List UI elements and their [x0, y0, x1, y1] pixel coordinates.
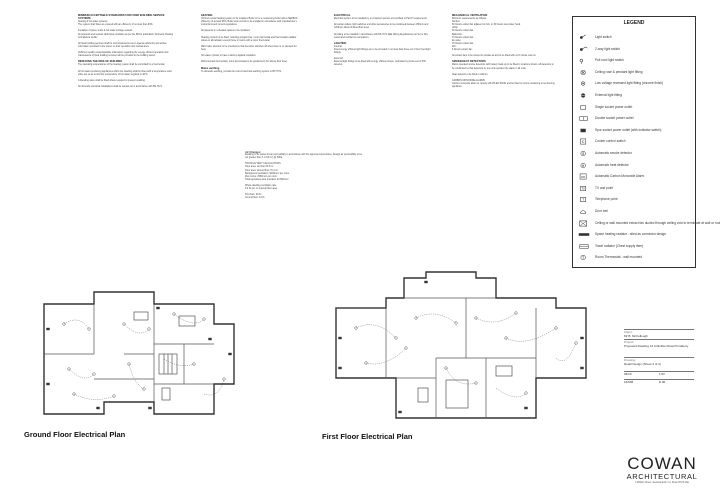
socket-outlet	[97, 407, 100, 409]
single-socket-icon	[577, 104, 591, 111]
light-point	[475, 382, 478, 385]
column-text: Electrical system to be installed by a competent person and certified to Part P requirements. All socket outlets, light switches and other accessories to be positioned between 450mm and 1200mm above finished floor level. All wiring to be installed in accordance with BS 7671 (IEE Wiring Regulations) and to be fully tested and certified on completion.	[334, 18, 429, 39]
legend-item-label: External light fitting	[595, 93, 622, 97]
legend-item-label: Automatic heat detector	[595, 162, 629, 167]
thermostat-icon	[577, 254, 591, 261]
legend-item	[577, 103, 693, 112]
svg-text:T: T	[582, 256, 585, 261]
legend-item-label: Space heating radiator - sited as connector design	[595, 232, 667, 237]
double-socket-icon	[577, 115, 591, 122]
title-block-numbers	[624, 379, 694, 384]
legend-item	[577, 45, 693, 54]
socket-outlet	[229, 353, 232, 355]
column-heading: MINIMUM ACCEPTABLE STANDARDS FOR FIXED BUILDING SERVICE SYSTEMS:	[78, 14, 165, 21]
ceiling-rose-icon	[577, 69, 591, 76]
column-text: Heating & hot water systems: The system shall have an ensured with an efficiency of not less than 93%. Insulation of pipes, ducts & hot water storage vessels: All pipework and vessels shall have insulation as per the BCLG publication 'Domestic Heating Compliance Guide'. All fixed building services shall be commissioned so as to operate efficiently and written information provided to the owner on their operation and maintenance. Sufficient readily understandable information regarding the energy efficient operation and maintenance of fixed building services will be provided to the building owner.	[78, 21, 174, 58]
column-text: Internal: Fixed energy efficient light fittings are to be provided in not less than three out of four fixed light fittings. External: External light fittings to be fitted with energy efficient lamps, controlled by photo-cell or PIR detector.	[334, 45, 431, 67]
wiring-run	[356, 325, 396, 338]
svg-text:CO: CO	[581, 176, 586, 179]
job-number: 16/068	[624, 380, 634, 384]
wiring-run	[416, 314, 456, 323]
socket-outlet	[399, 411, 402, 413]
notes-column-3	[334, 14, 432, 154]
legend-box	[572, 16, 720, 268]
title-block-drawing	[624, 357, 694, 366]
legend-item-label: 2-way light switch	[595, 46, 620, 51]
legend-item	[577, 172, 693, 181]
socket-outlet	[157, 307, 160, 309]
ventilation-notes	[245, 151, 365, 201]
legend-item	[577, 137, 693, 146]
legend-item-label: Room Thermostat - wall mounted	[595, 255, 643, 260]
legend-item	[577, 184, 693, 193]
legend-item	[577, 68, 693, 77]
socket-outlet	[47, 328, 50, 330]
ground-floor-plan	[34, 284, 244, 422]
drawing-scale: 1:50	[658, 372, 665, 376]
spur-socket-icon	[577, 127, 591, 134]
co-alarm-icon	[577, 173, 591, 180]
column-text: Oil fired central heating system to be installed. Boiler to be a condensing boiler with a SEDBUK efficiency of at least 93%. Boiler and controls to be installed in accordance with manufacturer's instructions and current regulations. All pipework in unheated spaces to be insulated. Heating controls to be fitted, including programmer, room thermostat and thermostatic radiator valves to all radiators except those in rooms with a room thermostat. Main boiler interlock to be provided so that the boiler switches off when there is no demand for heat. Hot water cylinder to have a factory-applied insulation. Wall mounted thermostats, room thermostats to be positioned 1.5m above floor level.	[201, 18, 298, 64]
notes-text: Dwelling to be tested for air permeability in accordance with the approved procedures. Design air permeability to be not greater than 7 m³/(h.m²) @ 50Pa. TROCKLE VENT CALCULATIONS Floor area: 1st floor 62.5 m² Floor area: Ground floor 70.2 m² Background ventilation: 5000mm² per room. Wet rooms: 2500mm² per room. Total equivalent area provided: 32,500mm² Whole dwelling ventilation rate: 0.3 l/s per m² internal floor area. First floor: 28 l/s Ground floor: 23 l/s	[245, 154, 363, 200]
legend-item-label: Automatic smoke detector	[595, 151, 632, 155]
column-text: To domestic earthing, provide the current electrical earthing system to BS 7671.	[201, 70, 282, 73]
legend-item-label: Ceiling or wall mounted extract fan ducted through ceiling void to terminate at wall or roof	[595, 220, 720, 225]
wiring-run	[446, 368, 476, 384]
wiring-run	[129, 364, 144, 389]
drawing-sheet	[4, 6, 720, 496]
wiring-run	[174, 314, 204, 323]
legend-item-label: Telephone point	[595, 197, 618, 202]
legend-item	[577, 219, 720, 228]
downlight-icon	[577, 80, 591, 87]
socket-outlet	[209, 338, 212, 340]
drawing-date: 09/19	[624, 372, 632, 376]
legend-item-label: Single socket power outlet	[595, 104, 633, 109]
radiator-icon	[577, 231, 591, 238]
svg-text:H: H	[581, 163, 585, 168]
client-name: Mr B. McCullough	[624, 334, 648, 338]
legend-title: LEGEND	[623, 20, 645, 26]
legend-item	[577, 33, 693, 42]
legend-item-label: Ceiling rose & pendant light fitting	[595, 69, 643, 74]
socket-outlet	[425, 281, 428, 283]
smoke-detector-icon	[577, 150, 591, 157]
column-subheading: SMOKE/HEAT DETECTORS	[452, 60, 486, 64]
svg-text:TV: TV	[581, 187, 585, 191]
legend-item-label: Towel radiator (Chest supply item)	[595, 243, 644, 248]
title-block-client	[624, 329, 694, 338]
wiring-run	[64, 320, 89, 329]
legend-item	[577, 56, 693, 65]
legend-item	[577, 161, 693, 170]
socket-outlet	[581, 337, 584, 339]
first-floor-plan-title: First Floor Electrical Plan	[322, 432, 413, 441]
wiring-run	[496, 388, 526, 397]
legend-item	[577, 149, 693, 158]
legend-item-label: Door bell	[595, 209, 608, 213]
legend-item	[577, 253, 693, 262]
legend-item	[577, 207, 693, 216]
svg-text:S: S	[582, 151, 585, 156]
title-block-date-scale	[624, 371, 694, 376]
cooker-switch-icon	[577, 138, 591, 145]
external-light-icon	[577, 92, 591, 99]
light-point	[113, 395, 116, 398]
legend-item	[577, 230, 693, 239]
wiring-run	[506, 328, 556, 341]
drawing-name: Detail Design (Sheet 4 of 4)	[624, 362, 661, 366]
socket-outlet	[525, 407, 528, 409]
column-heading: MECHANICAL VENTILATION	[452, 14, 488, 17]
column-subheading: REDUCING THE RISK OF BUILDING	[78, 60, 123, 64]
notes-column-2	[201, 14, 299, 149]
client-label: Client:	[624, 330, 633, 334]
drawing-label: Drawing:	[624, 358, 636, 362]
legend-item	[577, 114, 693, 123]
telephone-icon	[577, 196, 591, 203]
wiring-run	[476, 313, 516, 322]
legend-item	[577, 79, 693, 88]
logo-subtitle: ARCHITECTURAL	[626, 472, 698, 481]
notes-column-1	[78, 14, 176, 224]
ground-floor-plan-title: Ground Floor Electrical Plan	[24, 430, 126, 439]
drawing-number: D.06	[658, 380, 666, 384]
logo-wordmark: COWAN	[627, 454, 697, 473]
towel-rail-icon	[577, 243, 591, 250]
light-point	[575, 342, 578, 345]
column-text: Mains operated smoke detectors with battery back-up to be fitted in locations shown. All detectors to be interlinked so that detection by one unit operates the alarm in all units. Heat detector to be fitted in kitchen. CARBON MONOXIDE ALARMS Carbon monoxide alarm to comply with BS EN 50291 and be fitted in rooms containing a fuel burning appliance.	[452, 64, 555, 89]
legend-item-label: Low voltage recessed light fitting (chrome finish)	[595, 81, 664, 86]
legend-item-label: Pull cord light switch	[595, 58, 624, 63]
extract-fan-icon	[577, 220, 591, 227]
wiring-run	[124, 324, 149, 333]
two-way-switch-icon	[577, 46, 591, 53]
light-point	[143, 388, 146, 391]
legend-item-label: Spur socket power outlet (with indicator switch)	[595, 127, 662, 132]
wiring-run	[74, 394, 114, 400]
svg-text:C: C	[581, 140, 585, 145]
company-logo	[624, 454, 700, 484]
column-subheading: Mains earthing	[201, 66, 220, 70]
pull-cord-switch-icon	[577, 57, 591, 64]
legend-item	[577, 126, 693, 135]
column-text: Minimum requirements as follows: Kitchen: 60 litres/s extract fan adjacent to hob, or 30 litres/s via cooker hood. Utility: 30 litres/s extract fan. Bathroom: 15 litres/s extract fan. En-suite: 15 litres/s extract fan. WC: 6 litres/s extract fan. All extract fans to be ducted to outside air and to be fitted with a 15 minute overrun.	[452, 18, 537, 58]
wiring-run	[556, 343, 576, 361]
socket-outlet	[47, 383, 50, 385]
light-switch-icon	[577, 34, 591, 41]
tv-point-icon	[577, 185, 591, 192]
legend-item-label: Double socket power outlet	[595, 116, 634, 121]
notes-heading: Air Changes:	[245, 151, 262, 154]
project-name: Proposed Dwelling 12 Ardmillan Road Portaferry	[624, 344, 689, 348]
column-text: The operating temperatures of the heating system shall be controlled by a thermostat. All hot water producing appliances within the dwelling shall be fitted with a temperature relief valve set so as to limit the temperature of hot water supplied to 48°C. A blending valve shall be fitted where required to prevent scalding. All domestic electrical installations shall be carried out in accordance with BS 7671.	[78, 64, 172, 89]
column-heading: HEATING	[201, 14, 213, 17]
logo-address: 4 William Street, Newtownards, Co. Down BT23 4AE	[635, 482, 689, 484]
socket-outlet	[339, 367, 342, 369]
door-bell-icon	[577, 208, 591, 215]
legend-item	[577, 242, 693, 251]
legend-item	[577, 195, 693, 204]
column-heading: ELECTRICAL	[334, 14, 351, 17]
wiring-run	[69, 369, 94, 378]
notes-column-4	[452, 14, 556, 264]
heat-detector-icon	[577, 162, 591, 169]
first-floor-plan	[326, 268, 616, 428]
wiring-run	[164, 359, 194, 366]
title-block-project	[624, 339, 694, 348]
legend-item-label: TV and point	[595, 185, 614, 190]
legend-item-label: Cooker control switch	[595, 139, 626, 144]
socket-outlet	[581, 367, 584, 369]
legend-item-label: Light switch	[595, 35, 612, 39]
project-label: Project:	[624, 340, 635, 344]
legend-item-label: Automatic Carbon Monoxide Alarm	[595, 174, 645, 179]
socket-outlet	[149, 407, 152, 409]
column-subheading: LIGHTING	[334, 41, 347, 45]
svg-text:T: T	[582, 199, 584, 203]
legend-item	[577, 91, 693, 100]
socket-outlet	[339, 337, 342, 339]
